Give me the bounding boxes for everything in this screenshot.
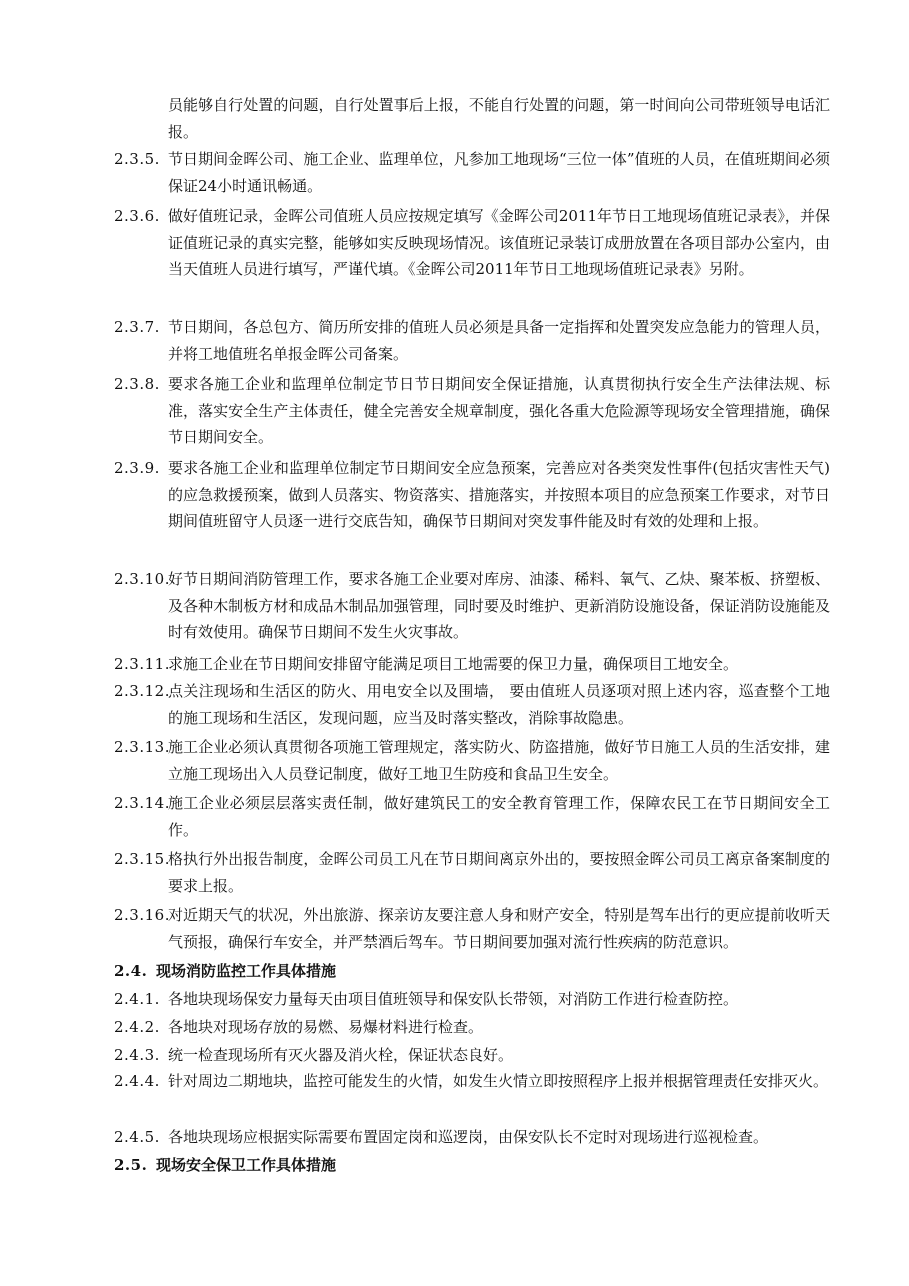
list-item [114,651,830,678]
list-item [114,1042,830,1069]
item-text: 格执行外出报告制度，金晖公司员工凡在节日期间离京外出的，要按照金晖公司员工离京备案制度的要求上报。 [168,850,830,895]
list-item [114,146,830,199]
list-item [114,314,830,367]
section-heading [114,958,830,985]
list-item [114,734,830,787]
item-number: 2.3.6. [114,207,160,225]
item-text: 施工企业必须层层落实责任制，做好建筑民工的安全教育管理工作，保障农民工在节日期间安全工作。 [168,794,830,839]
list-item [114,846,830,899]
heading-number: 2.5. [114,1156,148,1174]
item-text: 节日期间金晖公司、施工企业、监理单位，凡参加工地现场“三位一体”值班的人员，在值班期间必须保证24小时通讯畅通。 [168,150,830,195]
list-item [114,986,830,1013]
item-number: 2.4.5. [114,1128,160,1146]
list-item [114,455,830,535]
item-number: 2.3.14. [114,794,170,812]
item-text: 各地块现场应根据实际需要布置固定岗和巡逻岗，由保安队长不定时对现场进行巡视检查。 [168,1128,769,1146]
item-number: 2.4.4. [114,1072,160,1090]
list-item [114,203,830,283]
item-text: 好节日期间消防管理工作，要求各施工企业要对库房、油漆、稀料、氧气、乙炔、聚苯板、挤塑板、及各种木制板方材和成品木制品加强管理，同时要及时维护、更新消防设施设备，保证消防设施能及时有效使用。确保节日期间不发生火灾事故。 [168,570,830,642]
heading-text: 现场安全保卫工作具体措施 [156,1156,337,1174]
item-text: 各地块对现场存放的易燃、易爆材料进行检查。 [168,1018,484,1036]
list-item [114,566,830,646]
heading-text: 现场消防监控工作具体措施 [156,962,337,980]
item-text: 要求各施工企业和监理单位制定节日期间安全应急预案，完善应对各类突发性事件(包括灾害性天气)的应急救援预案，做到人员落实、物资落实、措施落实，并按照本项目的应急预案工作要求，对节日期间值班留守人员逐一进行交底告知，确保节日期间对突发事件能及时有效的处理和上报。 [168,459,830,531]
item-number: 2.3.9. [114,459,160,477]
list-item [114,1068,830,1095]
item-text: 要求各施工企业和监理单位制定节日节日期间安全保证措施，认真贯彻执行安全生产法律法规、标准，落实安全生产主体责任，健全完善安全规章制度，强化各重大危险源等现场安全管理措施，确保节日期间安全。 [168,375,830,447]
item-number: 2.3.16. [114,906,170,924]
list-item [114,1014,830,1041]
item-text: 节日期间，各总包方、简历所安排的值班人员必须是具备一定指挥和处置突发应急能力的管理人员，并将工地值班名单报金晖公司备案。 [168,318,830,363]
list-item [114,790,830,843]
heading-number: 2.4. [114,962,148,980]
continuation-paragraph: 员能够自行处置的问题，自行处置事后上报，不能自行处置的问题，第一时间向公司带班领导电话汇报。 [168,96,830,141]
section-heading [114,1152,830,1179]
item-text: 求施工企业在节日期间安排留守能满足项目工地需要的保卫力量，确保项目工地安全。 [168,655,739,673]
item-number: 2.3.7. [114,318,160,336]
item-text: 施工企业必须认真贯彻各项施工管理规定，落实防火、防盗措施，做好节日施工人员的生活安排，建立施工现场出入人员登记制度，做好工地卫生防疫和食品卫生安全。 [168,738,830,783]
item-number: 2.3.15. [114,850,170,868]
item-number: 2.3.8. [114,375,160,393]
item-text: 做好值班记录，金晖公司值班人员应按规定填写《金晖公司2011年节日工地现场值班记录表》，并保证值班记录的真实完整，能够如实反映现场情况。该值班记录装订成册放置在各项目部办公室内，由当天值班人员进行填写，严谨代填。《金晖公司2011年节日工地现场值班记录表》另附。 [168,207,830,279]
item-number: 2.4.3. [114,1046,160,1064]
item-number: 2.3.12. [114,682,170,700]
item-text: 各地块现场保安力量每天由项目值班领导和保安队长带领，对消防工作进行检查防控。 [168,990,739,1008]
list-item [114,1124,830,1151]
item-text: 对近期天气的状况，外出旅游、探亲访友要注意人身和财产安全，特别是驾车出行的更应提前收听天气预报，确保行车安全，并严禁酒后驾车。节日期间要加强对流行性疾病的防范意识。 [168,906,830,951]
list-item [114,371,830,451]
item-text: 点关注现场和生活区的防火、用电安全以及围墙， 要由值班人员逐项对照上述内容，巡查整个工地的施工现场和生活区，发现问题，应当及时落实整改，消除事故隐患。 [168,682,830,727]
item-number: 2.3.11. [114,655,170,673]
item-number: 2.4.1. [114,990,160,1008]
item-text: 针对周边二期地块，监控可能发生的火情，如发生火情立即按照程序上报并根据管理责任安排灭火。 [168,1072,829,1090]
list-item [114,902,830,955]
list-item [114,678,830,731]
item-number: 2.4.2. [114,1018,160,1036]
item-number: 2.3.13. [114,738,170,756]
item-number: 2.3.10. [114,570,170,588]
item-number: 2.3.5. [114,150,160,168]
item-text: 统一检查现场所有灭火器及消火栓，保证状态良好。 [168,1046,514,1064]
